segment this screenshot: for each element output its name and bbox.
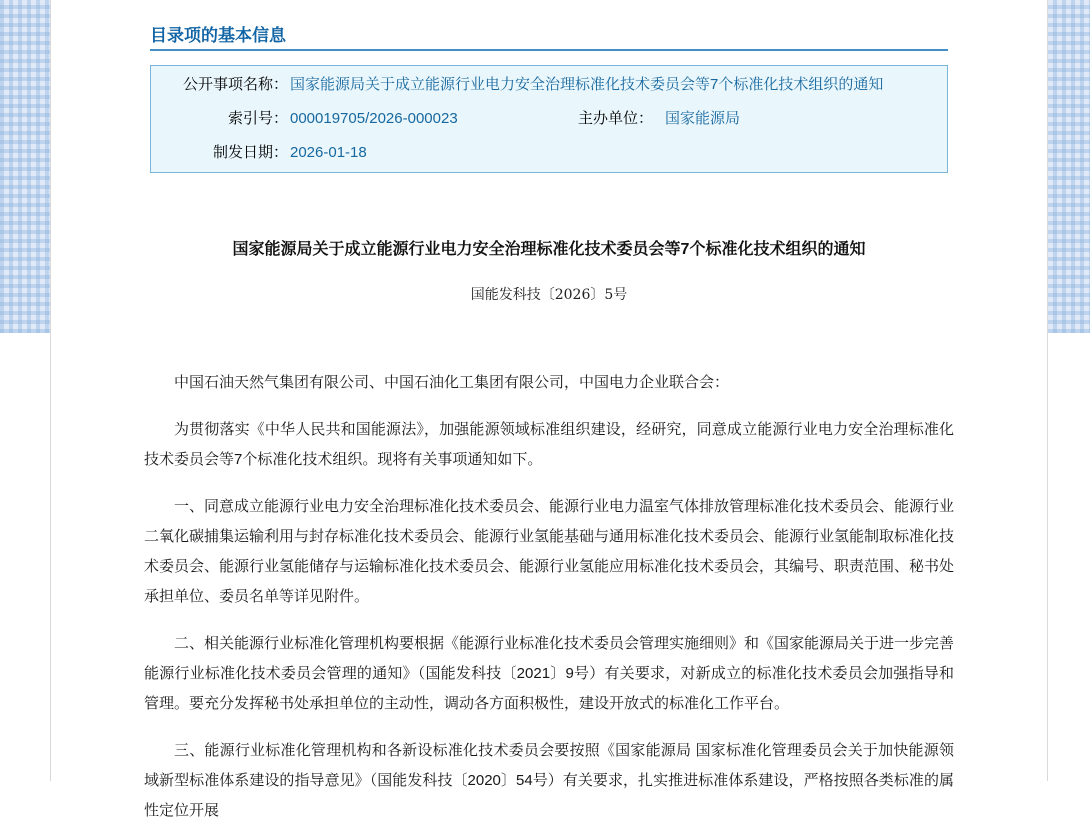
paragraph: 二、相关能源行业标准化管理机构要根据《能源行业标准化技术委员会管理实施细则》和《国家能源局关于进一步完善能源行业标准化技术委员会管理的通知》（国能发科技〔2021〕9号）有关要求，对新成立的标准化技术委员会加强指导和管理。要充分发挥秘书处承担单位的主动性，调动各方面积极性，建设开放式的标准化工作平台。 xyxy=(144,635,955,712)
public-item-name-value: 国家能源局关于成立能源行业电力安全治理标准化技术委员会等7个标准化技术组织的通知 xyxy=(290,76,884,93)
section-title: 目录项的基本信息 xyxy=(150,0,948,51)
issue-date-label: 制发日期： xyxy=(212,144,288,161)
info-row-index xyxy=(151,102,947,136)
catalog-info-box xyxy=(150,65,948,173)
index-number-value: 000019705/2026-000023 xyxy=(290,110,458,127)
paragraph: 一、同意成立能源行业电力安全治理标准化技术委员会、能源行业电力温室气体排放管理标准化技术委员会、能源行业二氧化碳捕集运输利用与封存标准化技术委员会、能源行业氢能基础与通用标准化技术委员会、能源行业氢能制取标准化技术委员会、能源行业氢能储存与运输标准化技术委员会、能源行业氢能应用标准化技术委员会，其编号、职责范围、秘书处承担单位、委员名单等详见附件。 xyxy=(144,498,955,605)
issue-date-value: 2026-01-18 xyxy=(290,144,367,161)
content-panel xyxy=(50,0,1048,819)
info-row-date xyxy=(151,136,947,170)
info-row-name xyxy=(151,68,947,102)
organizer-pair xyxy=(578,102,740,136)
organizer-label: 主办单位： xyxy=(578,110,654,127)
public-item-name-label: 公开事项名称： xyxy=(182,76,288,93)
document-number: 国能发科技〔2026〕5号 xyxy=(470,287,628,303)
paragraph: 三、能源行业标准化管理机构和各新设标准化技术委员会要按照《国家能源局 国家标准化管理委员会关于加快能源领域新型标准体系建设的指导意见》（国能发科技〔2020〕54号）有关要求，扎实推进标准体系建设，严格按照各类标准的属性定位开展 xyxy=(144,742,954,819)
index-number-label: 索引号： xyxy=(227,110,288,127)
paragraph: 中国石油天然气集团有限公司、中国石油化工集团有限公司，中国电力企业联合会： xyxy=(174,374,730,391)
organizer-value: 国家能源局 xyxy=(665,110,741,127)
catalog-section xyxy=(150,0,948,173)
document-title: 国家能源局关于成立能源行业电力安全治理标准化技术委员会等7个标准化技术组织的通知 xyxy=(232,241,866,258)
document-body xyxy=(144,368,954,826)
paragraph: 为贯彻落实《中华人民共和国能源法》，加强能源领域标准组织建设，经研究，同意成立能源行业电力安全治理标准化技术委员会等7个标准化技术组织。现将有关事项通知如下。 xyxy=(144,421,954,468)
document-area xyxy=(51,239,1047,826)
